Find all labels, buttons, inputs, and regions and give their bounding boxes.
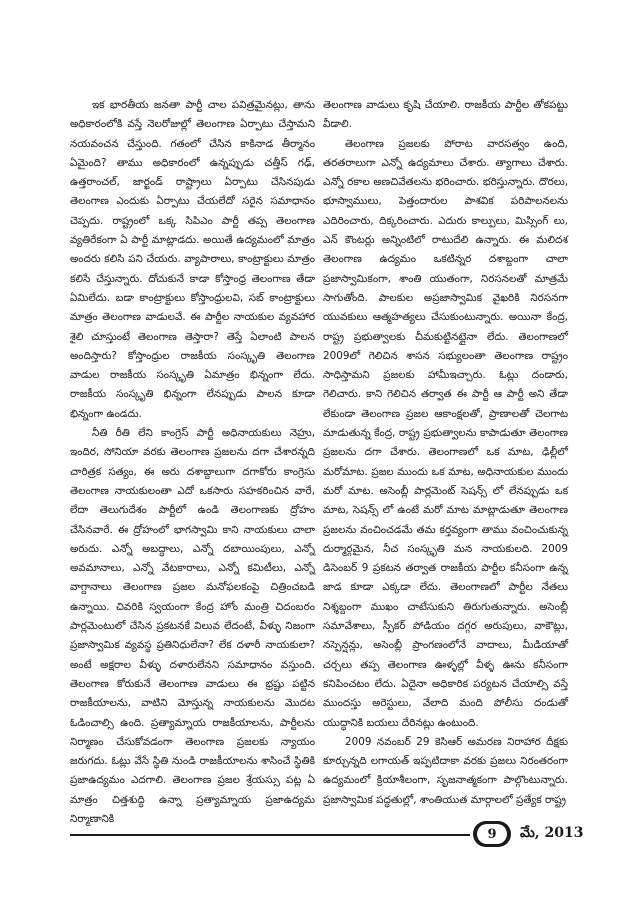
page-footer	[70, 821, 584, 849]
paragraph: నీతి రీతి లేని కాంగ్రెస్ పార్టీ అధినాయకులు నెహ్రు, ఇందిర, సోనియా వరకు తెలంగాణ ప్రజలను దగా చేశారన్నది చారిత్రక సత్యం, ఈ అరు దశాబ్దాలుగా దగాకోరు కాంగ్రెసు తెలంగాణ నాయకులంతా ఎదో ఒకసారు సహకరించిన వారే, లేదా తెలుగుదేశం పార్టీలో ఉండి తెలంగాణకు ద్రోహం చేసినవారే. ఈ ద్రోహంలో భాగస్వామి కాని నాయకులు చాలా అరుదు. ఎన్నో అబద్ధాలు, ఎన్నో దబాయింపులు, ఎన్నో అవమానాలు, ఎన్నో వేటకారాలు, ఎన్నో కమిటీలు, ఎన్నో వాగ్దానాలు తెలంగాణ ప్రజల మనోఫలకంపై చిత్రించబడి ఉన్నాయి. చివరికి స్వయంగా కేంద్ర హోం మంత్రి చిదంబరం పార్లమెంటులో చేసిన ప్రకటనకే విలువ లేదంటే, వీళ్ళు నిజంగా ప్రజాస్వామిక వ్యవస్థ ప్రతినిధులేనా? లేక దళారీ నాయకులా? అంటే అక్షరాల వీళ్ళు దళారులేనని సమాధానం వస్తుంది. తెలంగాణ కోరుకునే తెలంగాణ వాడులు ఈ భ్రష్టు పట్టిన రాజకీయాలను, వాటిని మోస్తున్న నాయకులను మొదట ఓడించాల్సి ఉంది. ప్రత్యామ్నాయ రాజకీయాలను, పార్టీలను నిర్మాణం చేసుకోవడంగా తెలంగాణ ప్రజలకు న్యాయం జరుగదు. ఓట్లు వేసే స్థితి నుండి రాజకీయాలను శాసించే స్థితికి ప్రజాఉద్యమం ఎదగాలి. తెలంగాణ ప్రజల శ్రేయస్సు పట్ల ఏ మాత్రం చిత్తశుద్ధి ఉన్నా ప్రత్యామ్నాయ ప్రజాఉద్యమ నిర్మాణానికి	[70, 427, 315, 825]
paragraph: 2009 నవంబర్ 29 కెసిఆర్ అమరణ నిరాహార దీక్షకు కూర్చున్నది లగాయత్ ఇప్పటిదాకా వరకు ప్రజలు నిరంతరంగా ఉద్యమంలో క్రియాశీలంగా, సృజనాత్మకంగా పాల్గొంటున్నారు. ప్రజాస్వామిక పద్ధతుల్లో, శాంతియుత మార్గాలలో ప్రత్యేక రాష్ట్ర	[323, 735, 568, 806]
left-column	[70, 96, 315, 829]
page-number-badge	[473, 821, 511, 847]
paragraph: తెలంగాణ ప్రజలకు పోరాట వారసత్వం ఉంది, తరతరాలుగా ఎన్నో ఉద్యమాలు చేశారు. త్యాగాలు చేశారు. ఎన్నో రకాల అణచివేతలను భరించారు. భరిస్తున్నారు. దొరలు, భూస్వాములు, పెత్తందారుల పాశవిక పరిపాలనలను ఎదిరించారు, దిక్కరించారు. ఎదురు కాల్పులు, మిస్సింగ్ లు, ఎన్ కౌంటర్లు అన్నింటిలో రాటుదేలి ఉన్నారు. ఈ మలిదశ తెలంగాణ ఉద్యమం ఒకటిన్నర దశాబ్దంగా చాలా ప్రజాస్వామికంగా, శాంతి యుతంగా, నిరసనలతో మాత్రమే సాగుతోంది. పాలకుల అప్రజాస్వామిక వైఖరికి నిరసనగా యువకులు ఆత్మహత్యలు చేసుకుంటున్నారు. అయినా కేంద్ర, రాష్ట్ర ప్రభుత్వాలకు చీమకుట్టినట్లైనా లేదు. తెలంగాణలో 2009లో గెలిచిన శాసన సభ్యులంతా తెలంగాణ రాష్ట్రం సాధిస్తామని ప్రజలకు హామీఇచ్చారు. ఓట్లు దండారు, గెలిచారు. కాని గెలిచిన తర్వాత ఈ పార్టీ ఆ పార్టీ అని తేడా లేకుండా తెలంగాణ ప్రజల ఆకాంక్షలతో, ప్రాణాలతో చెలగాట మాడుతున్న కేంద్ర, రాష్ట్ర ప్రభుత్వాలను కాపాడుతూ తెలంగాణ ప్రజలను దగా చేశారు. తెలంగాణలో ఒక మాట, ఢిల్లీలో మరోమాట. ప్రజల ముందు ఒక మాట, అధినాయకుల ముందు మరో మాట. అసెంబ్లీ పార్లమెంట్ సెషన్స్ లో లేనప్పుడు ఒక మాట, సెషన్స్ లో ఉంటే మరో మాట మాట్లాడుతూ తెలంగాణ ప్రజలను వంచించడమే తమ కర్తవ్యంగా తాము వంచించుకున్న దుర్మార్గమైన, నీచ సంస్కృతి మన నాయకులది. 2009 డిసెంబర్ 9 ప్రకటన తర్వాత రాజకీయ పార్టీల కనీసంగా ఉన్న జాడ కూడా ఎక్కడా లేదు. తెలంగాణలో పార్టీల నేతలు నిశ్శబ్దంగా ముఖం చాటేసుకుని తిరుగుతున్నారు. అసెంబ్లీ సమావేశాలు, స్పీకర్ పోడియం దగ్గర అరుపులు, వాకౌట్లు, నస్పెన్షన్లు, అసెంబ్లీ ప్రాంగణంలోనే వాదాలు, మీడియాతో చర్చలు తప్ప తెలంగాణ ఊళ్ళల్లో వీళ్ళ ఊను కనీసంగా కనిపించటం లేదు. ఏదైనా అధికారిక పర్యటన చేయాల్సి వస్తే ముందస్తు అరెస్టులు, వేలాది మంది పోలీసు దండుతో యుద్ధానికి బయలు దేరినట్లు ఉంటుంది.	[323, 137, 568, 729]
footer-rule	[70, 834, 470, 836]
issue-date: మే, 2013	[520, 825, 584, 841]
paragraph: ఇక భారతీయ జనతా పార్టీ చాల పవిత్రమైనట్లు, తాను అధికారంలోకి వస్తే నెలరోజుల్లో తెలంగాణ ఏర్పాటు చేస్తామని నయవంచన చేస్తుంది. గతంలో చేసిన కాకినాడ తీర్మానం ఏమైంది? తాము అధికారంలో ఉన్నప్పుడు చత్తీస్ గఢ్, ఉత్తరాంచల్, జార్ఖండ్ రాష్ట్రాలు ఏర్పాటు చేసినపుడు తెలంగాణ ఎందుకు ఏర్పాటు చేయలేదో సరైన సమాధానం చెప్పదు. రాష్ట్రంలో ఒక్క సిపిఎం పార్టీ తప్ప తెలంగాణ వ్యతిరేకంగా ఏ పార్టీ మాట్లాడదు. అయితే ఉద్యమంలో మాత్రం అందరు కలిసి పని చేయరు. వ్యాపారాలు, కాంట్రాక్టులు మాత్రం కలిసే చేస్తున్నారు. దోచుకునే కాడా కోస్తాంధ్ర తెలంగాణ తేడా ఏమిలేదు. బడా కాంట్రాక్టులు కోస్తాంధ్రులవి, సబ్ కాంట్రాక్టులు మాత్రం తెలంగాణ వాడులవే. ఈ పార్టీల నాయకుల వ్యవహార శైలి చూస్తుంటే తెలంగాణ తెస్తారా? తెస్తే ఏలాంటి పాలన అందిస్తారు? కోస్తాంధ్రుల రాజకీయ సంస్కృతి తెలంగాణ వాడుల రాజకీయ సంస్కృతి ఏమాత్రం భిన్నంగా లేదు. రాజకీయ సంస్కృతి భిన్నంగా లేనప్పుడు పాలన కూడా భిన్నంగా ఉండదు.	[70, 99, 315, 420]
right-column	[323, 96, 568, 810]
paragraph: తెలంగాణ వాడులు కృషి చేయాలి. రాజకీయ పార్టీల తోకపట్టు వీడాలి.	[323, 99, 568, 131]
page-number: 9	[477, 824, 507, 844]
